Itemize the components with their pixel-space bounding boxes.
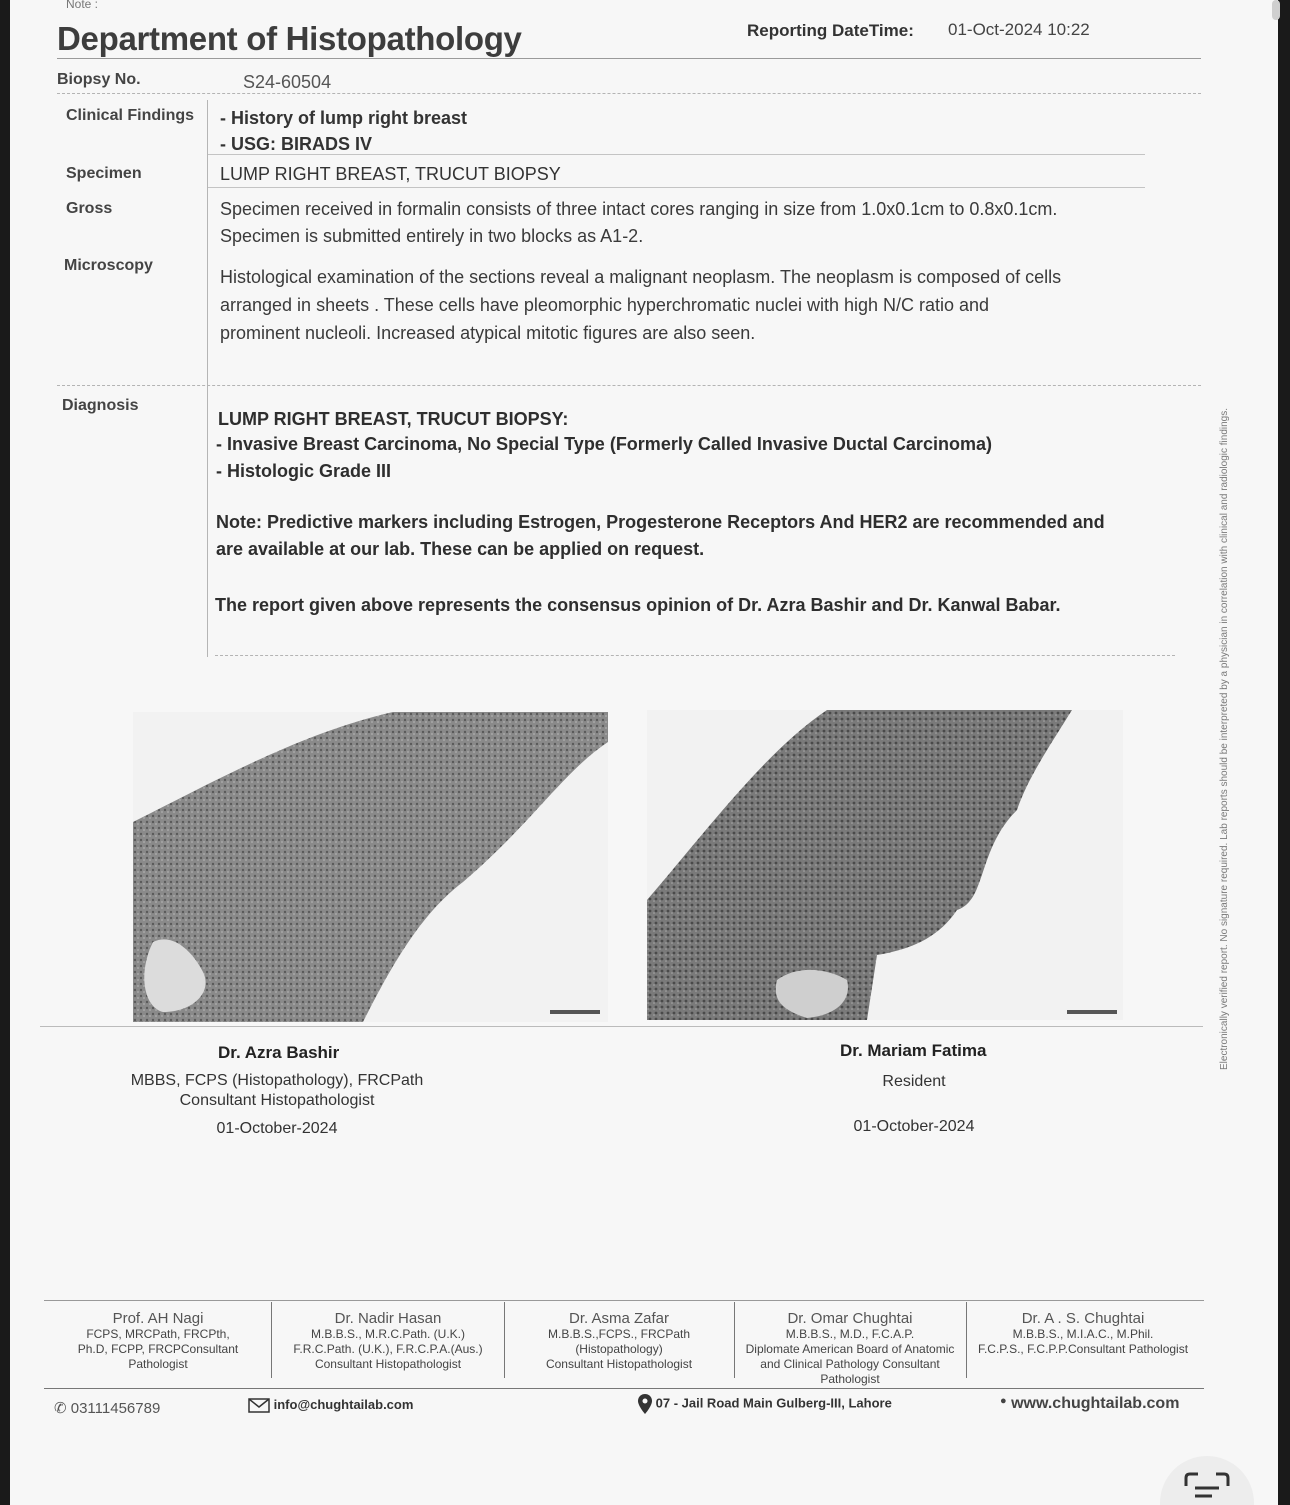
- footer-consultant-5: [968, 1310, 1198, 1357]
- divider: [271, 1302, 272, 1378]
- divider: [215, 655, 1175, 656]
- gross-line-1: Specimen received in formalin consists of three intact cores ranging in size from 1.0x0.1cm to 0.8x0.1cm.: [220, 199, 1058, 219]
- signatory-1-name: Dr. Azra Bashir: [218, 1043, 340, 1062]
- clinical-finding-2: - USG: BIRADS IV: [220, 134, 373, 154]
- consultant-4-details-3: and Clinical Pathology Consultant: [760, 1357, 940, 1371]
- consultant-2-name: Dr. Nadir Hasan: [334, 1310, 442, 1327]
- microscopy-line-2: arranged in sheets . These cells have pleomorphic hyperchromatic nuclei with high N/C ratio and: [220, 295, 990, 315]
- divider: [966, 1302, 967, 1378]
- biopsy-no-value: S24-60504: [243, 72, 332, 92]
- consultant-1-details-2: Ph.D, FCPP, FRCPConsultant: [77, 1342, 239, 1356]
- specimen-label: Specimen: [66, 165, 142, 182]
- footer-consultant-1: [60, 1310, 256, 1372]
- header-divider: [57, 58, 1201, 59]
- email-icon: [248, 1398, 270, 1413]
- consultant-3-details-2: (Histopathology): [575, 1342, 663, 1356]
- divider: [40, 1026, 1203, 1027]
- microscopy-label: Microscopy: [64, 257, 153, 274]
- microscopy-line-1: Histological examination of the sections reveal a malignant neoplasm. The neoplasm is composed of cells: [220, 267, 1062, 287]
- consultant-5-details-1: M.B.B.S., M.I.A.C., M.Phil.: [1012, 1327, 1154, 1341]
- footer-consultant-2: [282, 1310, 494, 1372]
- signatory-1-date: 01-October-2024: [216, 1120, 338, 1137]
- consultant-5-name: Dr. A . S. Chughtai: [1021, 1310, 1145, 1327]
- scrollbar-thumb[interactable]: [1272, 0, 1280, 20]
- consultant-1-details-3: Pathologist: [128, 1357, 188, 1371]
- email-contact[interactable]: [248, 1397, 413, 1413]
- divider: [57, 93, 1201, 94]
- micrograph-image-1: [133, 712, 608, 1022]
- divider: [208, 187, 1145, 188]
- footer-consultant-4: [732, 1310, 968, 1387]
- consultant-2-details-1: M.B.B.S., M.R.C.Path. (U.K.): [310, 1327, 466, 1341]
- diagnosis-label: Diagnosis: [62, 397, 139, 414]
- signatory-2-title: Resident: [882, 1073, 946, 1090]
- consultant-4-details-1: M.B.B.S., M.D., F.C.A.P.: [785, 1327, 915, 1341]
- department-title: Department of Histopathology: [57, 20, 522, 57]
- website-contact[interactable]: [1000, 1395, 1179, 1413]
- address-text: 07 - Jail Road Main Gulberg-III, Lahore: [655, 1395, 892, 1411]
- consensus-statement: The report given above represents the consensus opinion of Dr. Azra Bashir and Dr. Kanwal Babar.: [215, 595, 1061, 615]
- side-disclaimer: Electronically verified report. No signature required. Lab reports should be interpreted by a physician in correlation with clinical and radiologic findings.: [1219, 407, 1230, 1070]
- divider: [57, 385, 1201, 386]
- diagnosis-line-3: - Histologic Grade III: [216, 461, 392, 481]
- consultant-1-details-1: FCPS, MRCPath, FRCPth,: [86, 1327, 230, 1341]
- signatory-2-date: 01-October-2024: [853, 1118, 975, 1135]
- scan-text-icon: [1182, 1470, 1232, 1505]
- microscopy-line-3: prominent nucleoli. Increased atypical mitotic figures are also seen.: [220, 323, 756, 343]
- micrograph-image-2: [647, 710, 1123, 1020]
- consultant-1-name: Prof. AH Nagi: [112, 1310, 204, 1327]
- report-page: [10, 0, 1278, 1505]
- location-pin-icon: [638, 1394, 652, 1414]
- scan-text-button[interactable]: [1160, 1456, 1254, 1505]
- divider: [504, 1302, 505, 1378]
- consultant-3-name: Dr. Asma Zafar: [568, 1310, 670, 1327]
- phone-icon: ✆: [54, 1400, 67, 1417]
- signatory-2-name: Dr. Mariam Fatima: [840, 1041, 987, 1060]
- note-label: Note :: [66, 0, 99, 11]
- clinical-finding-1: - History of lump right breast: [220, 108, 468, 128]
- reporting-datetime-value: 01-Oct-2024 10:22: [948, 20, 1090, 39]
- consultant-4-details-4: Pathologist: [820, 1372, 880, 1386]
- signatory-1-title: Consultant Histopathologist: [179, 1092, 375, 1109]
- biopsy-no-label: Biopsy No.: [57, 71, 141, 88]
- phone-number: 03111456789: [70, 1400, 161, 1417]
- column-divider: [207, 100, 208, 657]
- globe-icon: ●: [1000, 1395, 1007, 1407]
- diagnosis-line-2: - Invasive Breast Carcinoma, No Special Type (Formerly Called Invasive Ductal Carcinoma): [216, 434, 992, 454]
- email-address: info@chughtailab.com: [273, 1397, 414, 1412]
- consultant-2-details-3: Consultant Histopathologist: [314, 1357, 462, 1371]
- consultant-3-details-1: M.B.B.S.,FCPS., FRCPath: [547, 1327, 691, 1341]
- footer-divider: [44, 1388, 1204, 1389]
- consultant-4-name: Dr. Omar Chughtai: [787, 1310, 913, 1327]
- footer-consultant-3: [514, 1310, 724, 1372]
- reporting-datetime-label: Reporting DateTime:: [747, 21, 914, 40]
- diagnosis-line-1: LUMP RIGHT BREAST, TRUCUT BIOPSY:: [218, 409, 569, 429]
- address-contact: [638, 1394, 892, 1414]
- consultant-4-details-2: Diplomate American Board of Anatomic: [745, 1342, 955, 1356]
- gross-label: Gross: [66, 200, 113, 217]
- signatory-1-qualifications: MBBS, FCPS (Histopathology), FRCPath: [130, 1072, 424, 1089]
- consultant-5-details-2: F.C.P.S., F.C.P.P.Consultant Pathologist: [977, 1342, 1189, 1356]
- website-url: www.chughtailab.com: [1011, 1395, 1180, 1412]
- divider: [208, 154, 1145, 155]
- diagnosis-note-2: are available at our lab. These can be applied on request.: [216, 539, 705, 559]
- consultant-3-details-3: Consultant Histopathologist: [545, 1357, 693, 1371]
- specimen-value: LUMP RIGHT BREAST, TRUCUT BIOPSY: [220, 164, 561, 184]
- gross-line-2: Specimen is submitted entirely in two blocks as A1-2.: [220, 226, 644, 246]
- phone-contact[interactable]: [54, 1399, 160, 1417]
- footer-divider: [44, 1300, 1204, 1301]
- consultant-2-details-2: F.R.C.Path. (U.K.), F.R.C.P.A.(Aus.): [293, 1342, 483, 1356]
- clinical-findings-label: Clinical Findings: [66, 107, 195, 124]
- diagnosis-note-1: Note: Predictive markers including Estrogen, Progesterone Receptors And HER2 are recommended and: [216, 512, 1105, 532]
